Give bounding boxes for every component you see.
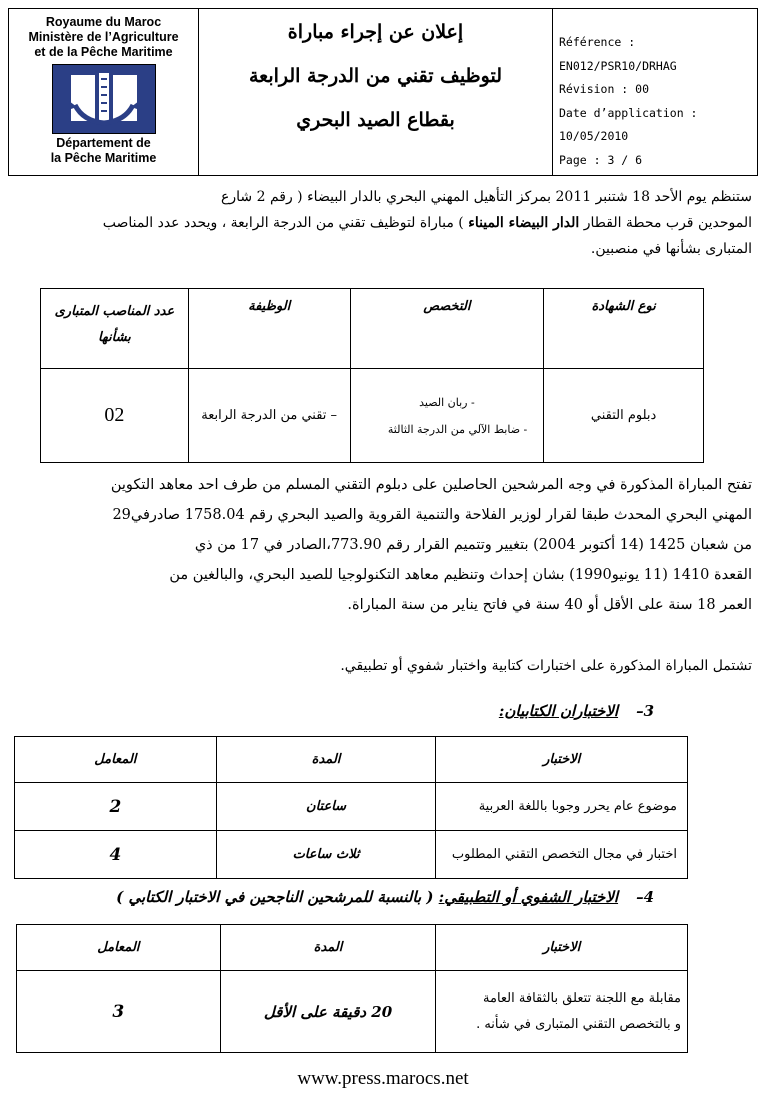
table-row: [15, 783, 688, 831]
header-diploma: نوع الشهادة: [544, 289, 704, 369]
title-line-1: إعلان عن إجراء مباراة: [287, 21, 464, 43]
job-cell: – تقني من الدرجة الرابعة: [188, 369, 350, 463]
table-header-row: [41, 289, 704, 369]
test-cell: [436, 971, 688, 1053]
section-subtitle: ( بالنسبة للمرشحين الناجحين في الاختبار الكتابي ): [116, 888, 439, 906]
duration-cell: 20 دقيقة على الأقل: [220, 971, 436, 1053]
ministry-logo-icon: [52, 64, 156, 134]
intro-text: الموحدين قرب محطة القطار: [579, 215, 752, 231]
duration-cell: ساعتان: [216, 783, 436, 831]
org-line: et de la Pêche Maritime: [34, 45, 173, 59]
section-number: 3–: [636, 702, 654, 720]
revision: Révision : 00: [559, 82, 650, 96]
table-header-row: [17, 925, 688, 971]
location-bold: الدار البيضاء الميناء: [468, 215, 580, 231]
document-header: [8, 8, 758, 176]
test-line: مقابلة مع اللجنة تتعلق بالثقافة العامة: [483, 990, 681, 1006]
org-line: Royaume du Maroc: [45, 15, 162, 29]
specialty-cell: [350, 369, 544, 463]
written-exams-table: [14, 736, 688, 879]
eligibility-line: المهني البحري المحدث طبقا لقرار لوزير الفلاحة والتنمية القروية والصيد البحري رقم 1758.04 صادرفي29: [112, 507, 752, 523]
department-line: la Pêche Maritime: [50, 151, 157, 165]
table-row: [41, 369, 704, 463]
application-date: Date d’application : 10/05/2010: [559, 105, 698, 143]
footer-url: www.press.marocs.net: [297, 1068, 469, 1089]
positions-table: [40, 288, 704, 463]
header-coefficient: المعامل: [17, 925, 221, 971]
coefficient-cell: 2: [15, 783, 217, 831]
header-positions-count: عدد المناصب المتبارى بشأنها: [41, 289, 189, 369]
section-number: 4–: [636, 888, 654, 906]
reference-block: [553, 9, 757, 175]
header-test: الاختبار: [436, 737, 688, 783]
announcement-title: [199, 9, 553, 175]
test-cell: موضوع عام يحرر وجوبا باللغة العربية: [436, 783, 688, 831]
header-coefficient: المعامل: [15, 737, 217, 783]
reference-label: Référence :: [559, 35, 636, 49]
org-line: Ministère de l’Agriculture: [28, 30, 179, 44]
eligibility-line: العمر 18 سنة على الأقل أو 40 سنة في فاتح يناير من سنة المباراة.: [347, 597, 752, 613]
test-cell: اختبار في مجال التخصص التقني المطلوب: [436, 831, 688, 879]
oral-section-title: [116, 888, 654, 906]
section-title: الاختباران الكتابيان:: [498, 702, 619, 720]
header-job: الوظيفة: [188, 289, 350, 369]
diploma-cell: دبلوم التقني: [544, 369, 704, 463]
header-duration: المدة: [216, 737, 436, 783]
intro-text: ) مباراة لتوظيف تقني من الدرجة الرابعة ، ويحدد عدد المناصب: [102, 215, 469, 231]
written-section-title: [499, 702, 654, 720]
intro-line: المتبارى بشأنها في منصبين.: [590, 241, 752, 257]
coefficient-cell: 3: [17, 971, 221, 1053]
eligibility-line: من شعبان 1425 (14 أكتوبر 2004) بتغيير وتتميم القرار رقم 773.90،الصادر في 17 من ذي: [194, 537, 752, 553]
table-row: [15, 831, 688, 879]
reference-code: EN012/PSR10/DRHAG: [559, 58, 677, 73]
eligibility-line: القعدة 1410 (11 يونيو1990) بشان إحداث وتنظيم معاهد التكنولوجيا للصيد البحري، والبالغين من: [169, 567, 752, 583]
section-title: الاختبار الشفوي أو التطبيقي:: [438, 888, 619, 906]
table-header-row: [15, 737, 688, 783]
title-line-3: بقطاع الصيد البحري: [296, 109, 455, 131]
intro-paragraph: [14, 184, 752, 262]
specialty-item: - ربان الصيد: [419, 395, 475, 409]
eligibility-line: تفتح المباراة المذكورة في وجه المرشحين الحاصلين على دبلوم التقني المسلم من طرف احد معاهد التكوين: [110, 477, 752, 493]
eligibility-paragraph: [14, 470, 752, 620]
table-row: [17, 971, 688, 1053]
exams-intro: تشتمل المباراة المذكورة على اختبارات كتابية واختبار شفوي أو تطبيقي.: [340, 658, 752, 674]
department-line: Département de: [56, 136, 151, 150]
oral-exam-table: [16, 924, 688, 1053]
intro-line: [14, 210, 752, 236]
page-number: Page : 3 / 6: [559, 152, 643, 167]
header-test: الاختبار: [436, 925, 688, 971]
test-line: و بالتخصص التقني المتبارى في شأنه .: [476, 1016, 681, 1032]
specialty-item: - ضابط الآلي من الدرجة الثالثة: [387, 422, 528, 436]
title-line-2: لتوظيف تقني من الدرجة الرابعة: [248, 65, 503, 87]
header-specialty: التخصص: [350, 289, 544, 369]
duration-cell: ثلاث ساعات: [216, 831, 436, 879]
coefficient-cell: 4: [15, 831, 217, 879]
count-cell: 02: [41, 369, 189, 463]
header-duration: المدة: [220, 925, 436, 971]
ministry-block: [9, 9, 199, 175]
intro-line: ستنظم يوم الأحد 18 شتنبر 2011 بمركز التأهيل المهني البحري بالدار البيضاء ( رقم 2 شارع: [221, 189, 752, 205]
